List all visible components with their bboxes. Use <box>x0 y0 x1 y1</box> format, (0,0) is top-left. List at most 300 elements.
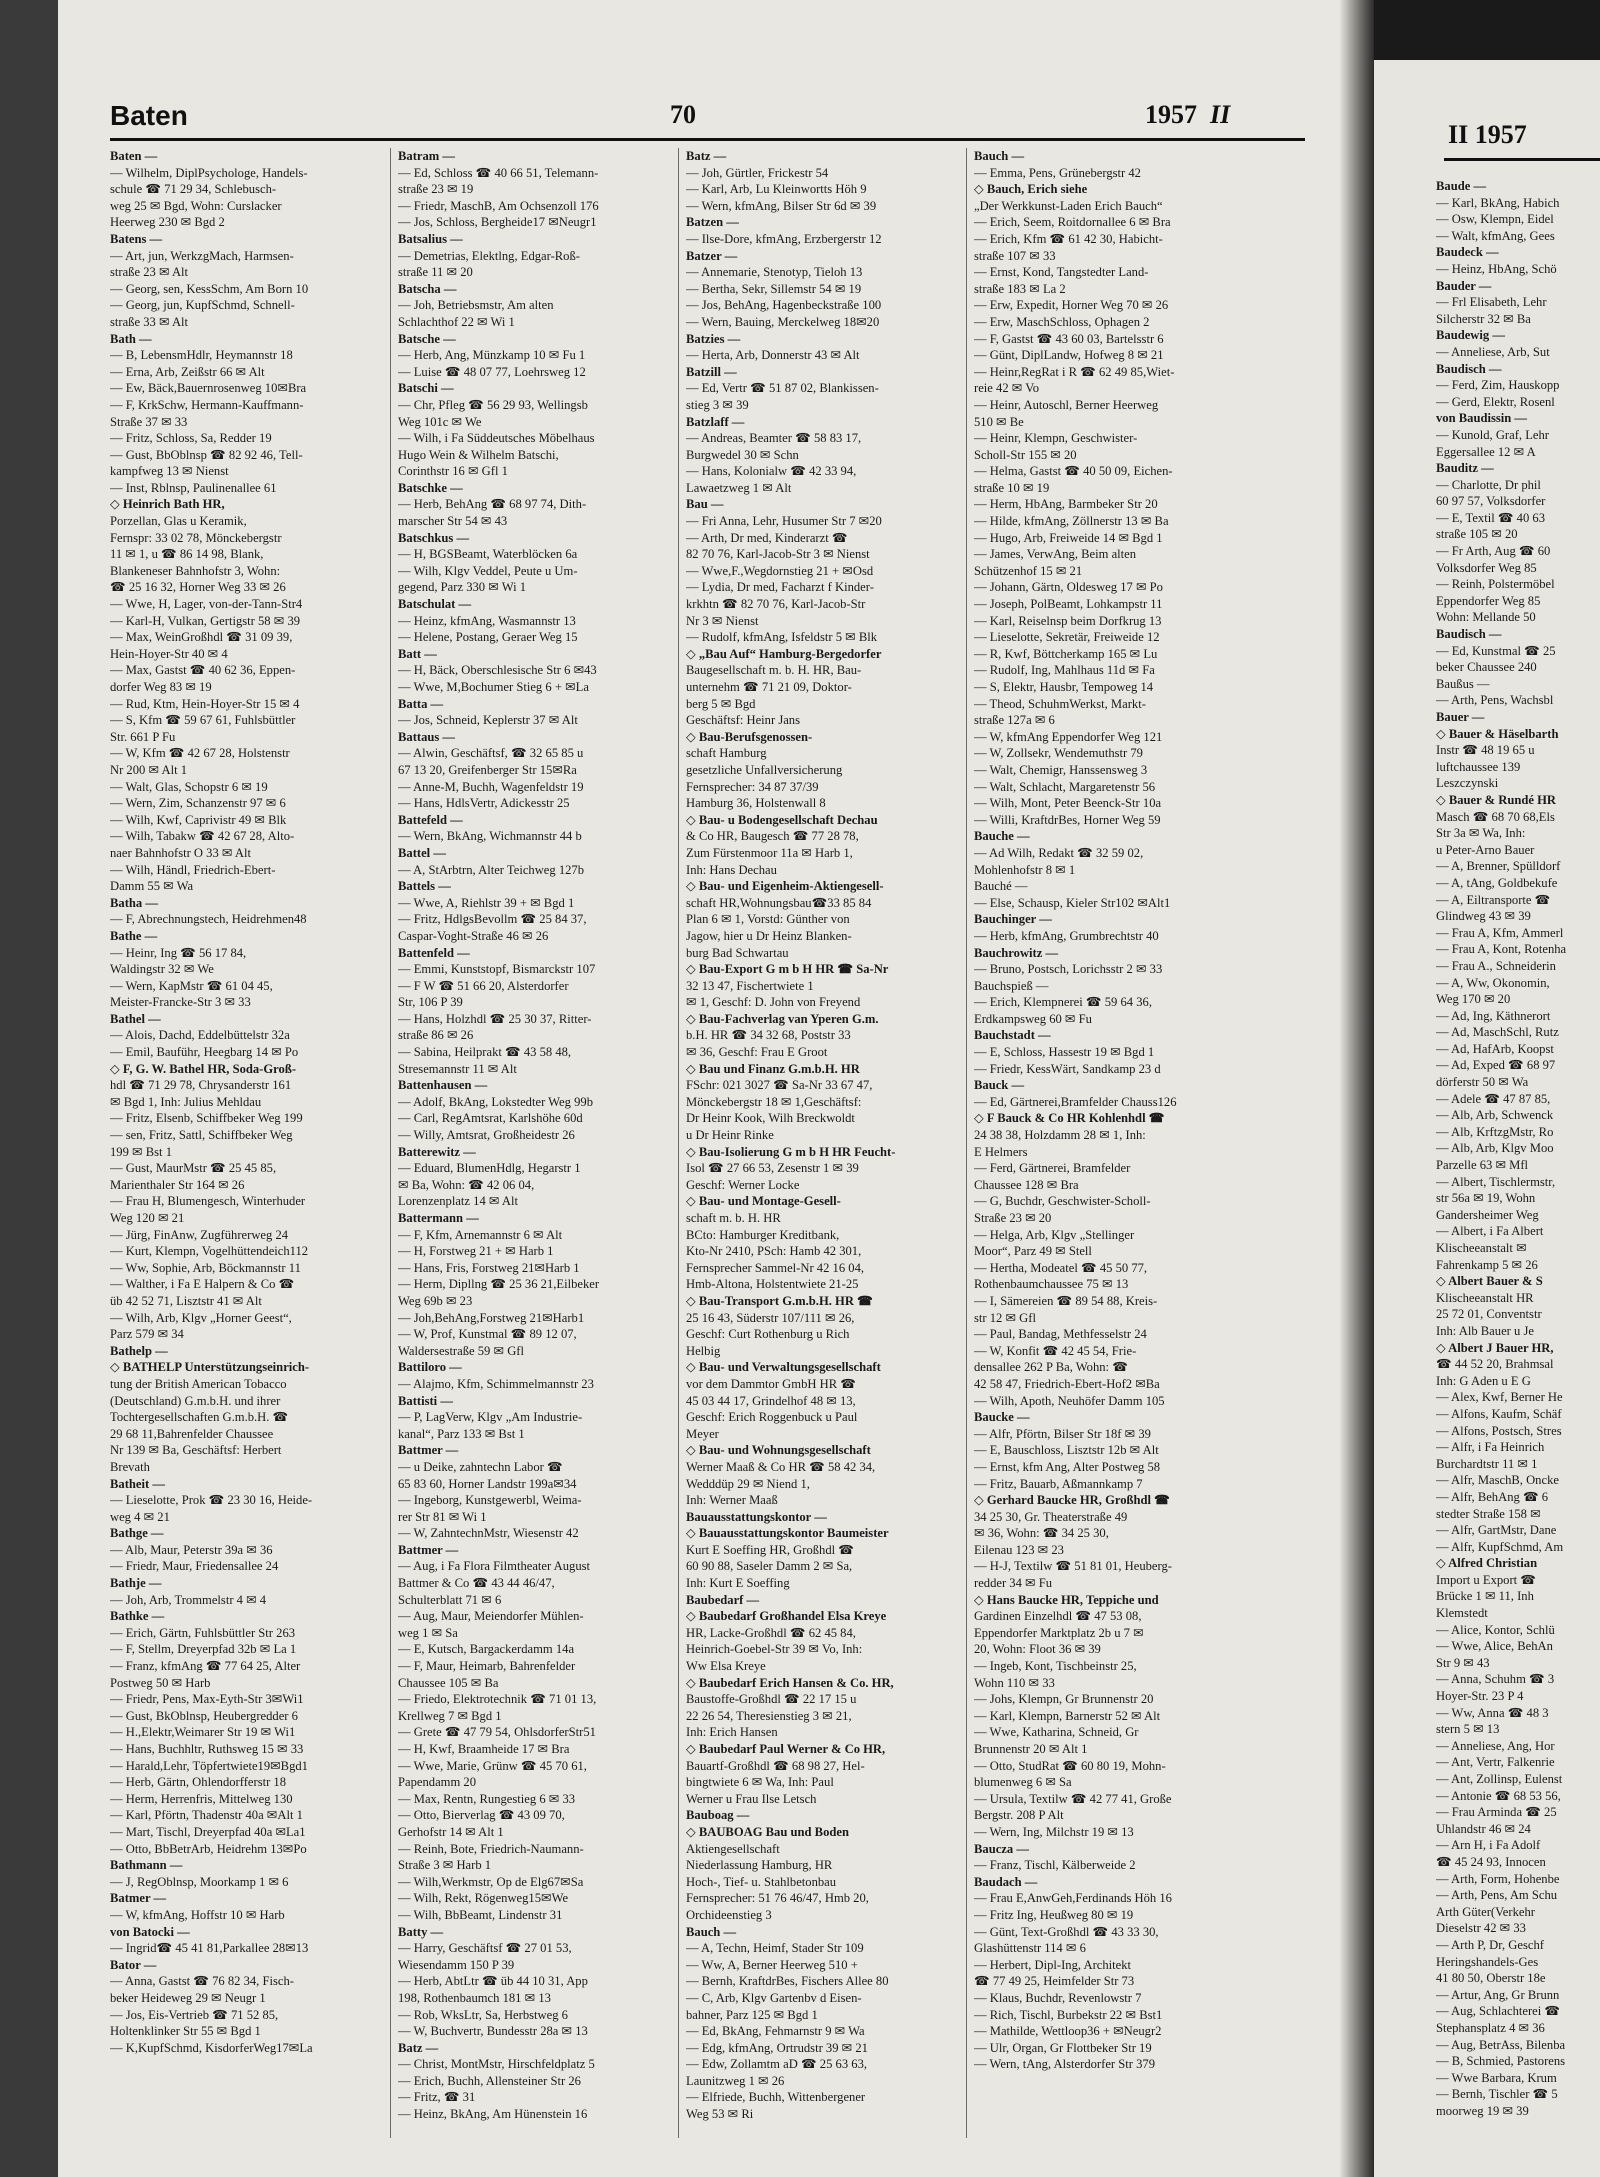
directory-entry-line: Klischeeanstalt ✉ <box>1436 1241 1527 1255</box>
directory-entry-line: Stresemannstr 11 ✉ Alt <box>398 1061 517 1076</box>
year: 1957 <box>1145 100 1197 129</box>
directory-entry-line: luftchaussee 139 <box>1436 759 1521 774</box>
directory-entry-line: vor dem Dammtor GmbH HR ☎ <box>686 1376 856 1391</box>
directory-entry-line: — Elfriede, Buchh, Wittenbergener <box>686 2090 866 2105</box>
directory-entry-line: Postweg 50 ✉ Harb <box>110 1675 211 1690</box>
directory-entry-line: Eilenau 123 ✉ 23 <box>974 1542 1064 1557</box>
directory-entry-line: Glashüttenstr 114 ✉ 6 <box>974 1941 1086 1956</box>
directory-entry-line: — Walt, Glas, Schopstr 6 ✉ 19 <box>110 779 268 794</box>
directory-entry-line: — Arth, Pens, Wachsbl <box>1436 693 1554 708</box>
directory-entry-line: — Gust, BkOblnsp, Heubergredder 6 <box>110 1708 298 1723</box>
directory-entry-line: — W, kfmAng Eppendorfer Weg 121 <box>974 729 1163 744</box>
directory-entry-line: — Frau A, Kfm, Ammerl <box>1436 925 1564 940</box>
directory-entry-line: ◇ Albert Bauer & S <box>1436 1274 1543 1289</box>
directory-entry-line: Glindweg 43 ✉ 39 <box>1436 909 1531 924</box>
directory-entry-line: — Emmi, Kunststopf, Bismarckstr 107 <box>398 962 596 977</box>
directory-entry-line: — Wwe, Marie, Grünw ☎ 45 70 61, <box>398 1758 587 1773</box>
directory-entry-line: — Alfr, BehAng ☎ 6 <box>1436 1489 1549 1504</box>
directory-entry-line: — Herb, Ang, Münzkamp 10 ✉ Fu 1 <box>398 348 586 363</box>
directory-entry-line: — Frau Arminda ☎ 25 <box>1436 1805 1557 1820</box>
directory-entry-line: — Walt, Chemigr, Hanssensweg 3 <box>974 762 1148 777</box>
directory-entry-line: — Ernst, kfm Ang, Alter Postweg 58 <box>974 1459 1161 1474</box>
directory-entry-line: — A, StArbtrn, Alter Teichweg 127b <box>398 862 585 877</box>
page-number: 70 <box>670 100 696 129</box>
directory-entry-line: — C, Arb, Klgv Gartenbv d Eisen- <box>686 1990 862 2005</box>
directory-entry-line: Battenhausen — <box>398 1078 488 1093</box>
directory-entry-line: — Helga, Arb, Klgv „Stellinger <box>974 1227 1135 1242</box>
directory-entry-line: Chaussee 128 ✉ Bra <box>974 1177 1079 1192</box>
directory-entry-line: — Frau A, Kont, Rotenha <box>1436 942 1567 957</box>
directory-entry-line: — W, Zollsekr, Wendemuthstr 79 <box>974 746 1143 761</box>
directory-entry-line: bingtwiete 6 ✉ Wa, Inh: Paul <box>686 1775 834 1790</box>
directory-entry-line: Inh: Kurt E Soeffing <box>686 1576 790 1591</box>
directory-entry-line: — Wilh,Werkmstr, Op de Elg67✉Sa <box>398 1874 584 1889</box>
directory-entry-line: burg Bad Schwartau <box>686 945 789 960</box>
directory-entry-line: — Willi, KraftdrBes, Horner Weg 59 <box>974 812 1161 827</box>
directory-entry-line: Nr 139 ✉ Ba, Geschäftsf: Herbert <box>110 1443 282 1458</box>
directory-entry-line: ✉ Ba, Wohn: ☎ 42 06 04, <box>398 1177 535 1192</box>
directory-entry-line: Eggersallee 12 ✉ A <box>1436 444 1536 459</box>
directory-entry-line: Batt — <box>398 646 437 661</box>
directory-entry-line: Dieselstr 42 ✉ 33 <box>1436 1921 1526 1936</box>
directory-entry-line: Werner Maaß & Co HR ☎ 58 42 34, <box>686 1459 876 1474</box>
directory-entry-line: ◇ BAUBOAG Bau und Boden <box>686 1824 849 1839</box>
directory-entry-line: weg 1 ✉ Sa <box>398 1625 458 1640</box>
directory-entry-line: Eppendorfer Marktplatz 2b u 7 ✉ <box>974 1625 1144 1640</box>
directory-entry-line: — A, tAng, Goldbekufe <box>1436 875 1558 890</box>
directory-entry-line: Fernsprecher Sammel-Nr 42 16 04, <box>686 1260 865 1275</box>
directory-entry-line: — Günt, Text-Großhdl ☎ 43 33 30, <box>974 1924 1159 1939</box>
directory-entry-line: Baustoffe-Großhdl ☎ 22 17 15 u <box>686 1692 857 1707</box>
directory-entry-line: — Wwe Barbara, Krum <box>1436 2070 1557 2085</box>
directory-entry-line: Mönckebergstr 18 ✉ 1,Geschäftsf: <box>686 1094 862 1109</box>
directory-entry-line: — Ed, Kunstmal ☎ 25 <box>1436 643 1556 658</box>
directory-entry-line: Battaus — <box>398 729 456 744</box>
directory-entry-line: — Hans, HdlsVertr, Adickesstr 25 <box>398 796 570 811</box>
column-divider <box>678 148 679 2138</box>
directory-entry-line: — Frl Elisabeth, Lehr <box>1436 295 1547 310</box>
directory-entry-line: — B, Schmied, Pastorens <box>1436 2054 1566 2069</box>
directory-entry-line: — Herb, kfmAng, Grumbrechtstr 40 <box>974 928 1159 943</box>
directory-entry-line: 34 25 30, Gr. Theaterstraße 49 <box>974 1509 1128 1524</box>
directory-entry-line: Mohlenhofstr 8 ✉ 1 <box>974 862 1076 877</box>
directory-entry-line: — A, Ww, Okonomin, <box>1436 975 1550 990</box>
directory-entry-line: — Herb, AbtLtr ☎ üb 44 10 31, App <box>398 1974 588 1989</box>
directory-entry-line: beker Chaussee 240 <box>1436 660 1537 675</box>
directory-entry-line: — Reinh, Bote, Friedrich-Naumann- <box>398 1841 584 1856</box>
directory-entry-line: — Frau A., Schneiderin <box>1436 958 1556 973</box>
directory-entry-line: — I, Sämereien ☎ 89 54 88, Kreis- <box>974 1293 1158 1308</box>
directory-entry-line: — Friedr, Pens, Max-Eyth-Str 3✉Wi1 <box>110 1692 304 1707</box>
directory-entry-line: — Helma, Gastst ☎ 40 50 09, Eichen- <box>974 464 1173 479</box>
directory-entry-line: — Kurt, Klempn, Vogelhüttendeich112 <box>110 1244 309 1259</box>
directory-entry-line: — Alois, Dachd, Eddelbüttelstr 32a <box>110 1028 290 1043</box>
directory-entry-line: — Bruno, Postsch, Lorichsstr 2 ✉ 33 <box>974 962 1163 977</box>
directory-entry-line: Parz 579 ✉ 34 <box>110 1327 184 1342</box>
directory-entry-line: — Hans, Holzhdl ☎ 25 30 37, Ritter- <box>398 1011 592 1026</box>
directory-entry-line: — Helene, Postang, Geraer Weg 15 <box>398 630 578 645</box>
directory-entry-line: Baucza — <box>974 1841 1029 1856</box>
directory-entry-line: ✉ 36, Wohn: ☎ 34 25 30, <box>974 1526 1109 1541</box>
directory-entry-line: beker Heideweg 29 ✉ Neugr 1 <box>110 1990 266 2005</box>
directory-entry-line: Batram — <box>398 149 456 163</box>
directory-entry-line: Hoch-, Tief- u. Stahlbetonbau <box>686 1874 837 1889</box>
directory-entry-line: Baußus — <box>1436 676 1490 691</box>
directory-entry-line: — Alb, Maur, Peterstr 39a ✉ 36 <box>110 1542 273 1557</box>
directory-entry-line: Heinrich-Goebel-Str 39 ✉ Vo, Inh: <box>686 1642 863 1657</box>
directory-entry-line: — Arth, Dr med, Kinderarzt ☎ <box>686 530 848 545</box>
directory-entry-line: Bathelp — <box>110 1343 168 1358</box>
directory-entry-line: Tochtergesellschaften G.m.b.H. ☎ <box>110 1410 289 1425</box>
directory-entry-line: 24 38 38, Holzdamm 28 ✉ 1, Inh: <box>974 1128 1146 1143</box>
directory-entry-line: stieg 3 ✉ 39 <box>686 397 749 412</box>
directory-entry-line: — Max, Rentn, Rungestieg 6 ✉ 33 <box>398 1791 576 1806</box>
directory-entry-line: — W, ZahntechnMstr, Wiesenstr 42 <box>398 1526 579 1541</box>
directory-entry-line: — K,KupfSchmd, KisdorferWeg17✉La <box>110 2040 313 2055</box>
directory-entry-line: — Ingeborg, Kunstgewerbl, Weima- <box>398 1493 582 1508</box>
directory-entry-line: ◇ BATHELP Unterstützungseinrich- <box>110 1360 310 1375</box>
directory-entry-line: ✉ Bgd 1, Inh: Julius Mehldau <box>110 1094 262 1109</box>
directory-entry-line: — W, kfmAng, Hoffstr 10 ✉ Harb <box>110 1907 285 1922</box>
directory-entry-line: Batzill — <box>686 364 737 379</box>
directory-entry-line: von Baudissin — <box>1436 411 1527 426</box>
directory-entry-line: Hoyer-Str. 23 P 4 <box>1436 1689 1524 1704</box>
directory-entry-line: — Wwe, Alice, BehAn <box>1436 1639 1553 1654</box>
directory-entry-line: 60 97 57, Volksdorfer <box>1436 494 1546 509</box>
directory-entry-line: — Ursula, Textilw ☎ 42 77 41, Große <box>974 1791 1172 1806</box>
directory-entry-line: Krellweg 7 ✉ Bgd 1 <box>398 1708 502 1723</box>
directory-entry-line: — Arth, Form, Hohenbe <box>1436 1871 1560 1886</box>
directory-entry-line: Str. 661 P Fu <box>110 729 176 744</box>
directory-entry-line: 199 ✉ Bst 1 <box>110 1144 172 1159</box>
directory-entry-line: ☎ 25 16 32, Horner Weg 33 ✉ 26 <box>110 580 286 595</box>
directory-entry-line: — Max, WeinGroßhdl ☎ 31 09 39, <box>110 630 293 645</box>
directory-entry-line: 60 90 88, Saseler Damm 2 ✉ Sa, <box>686 1559 853 1574</box>
directory-entry-line: — W, Prof, Kunstmal ☎ 89 12 07, <box>398 1327 577 1342</box>
directory-entry-line: — Alajmo, Kfm, Schimmelmannstr 23 <box>398 1376 594 1391</box>
directory-entry-line: — Günt, DiplLandw, Hofweg 8 ✉ 21 <box>974 348 1164 363</box>
directory-entry-line: ◇ Bau- und Eigenheim-Aktiengesell- <box>686 879 884 894</box>
directory-entry-line: — Erna, Arb, Zeißstr 66 ✉ Alt <box>110 364 265 379</box>
directory-entry-line: — Heinr, Autoschl, Berner Heerweg <box>974 397 1159 412</box>
directory-entry-line: Uhlandstr 46 ✉ 24 <box>1436 1821 1531 1836</box>
directory-entry-line: Zum Fürstenmoor 11a ✉ Harb 1, <box>686 845 853 860</box>
directory-entry-line: — F, Abrechnungstech, Heidrehmen48 <box>110 912 307 927</box>
directory-entry-line: Fernsprecher: 34 87 37/39 <box>686 779 819 794</box>
directory-entry-line: redder 34 ✉ Fu <box>974 1576 1053 1591</box>
facing-header-rule <box>1444 158 1600 161</box>
directory-entry-line: Burchardtstr 11 ✉ 1 <box>1436 1456 1538 1471</box>
directory-entry-line: Geschf: Erich Roggenbuck u Paul <box>686 1410 858 1425</box>
directory-entry-line: Schulterblatt 71 ✉ 6 <box>398 1592 502 1607</box>
directory-entry-line: blumenweg 6 ✉ Sa <box>974 1775 1072 1790</box>
directory-entry-line: — Anna, Schuhm ☎ 3 <box>1436 1672 1555 1687</box>
directory-entry-line: — Max, Gastst ☎ 40 62 36, Eppen- <box>110 663 296 678</box>
directory-entry-line: schule ☎ 71 29 34, Schlebusch- <box>110 182 277 197</box>
directory-entry-line: — Rud, Ktm, Hein-Hoyer-Str 15 ✉ 4 <box>110 696 300 711</box>
directory-entry-line: — Rich, Tischl, Burbekstr 22 ✉ Bst1 <box>974 2007 1163 2022</box>
directory-entry-line: — Mart, Tischl, Dreyerpfad 40a ✉La1 <box>110 1824 306 1839</box>
directory-entry-line: — Mathilde, Wettloop36 + ✉Neugr2 <box>974 2024 1162 2039</box>
directory-entry-line: — Christ, MontMstr, Hirschfeldplatz 5 <box>398 2057 595 2072</box>
directory-entry-line: Battermann — <box>398 1211 479 1225</box>
directory-entry-line: 41 80 50, Oberstr 18e <box>1436 1971 1546 1986</box>
directory-entry-line: ◇ Bau-Isolierung G m b H HR Feucht- <box>686 1144 896 1159</box>
directory-entry-line: Batzlaff — <box>686 414 745 429</box>
directory-entry-line: ◇ F Bauck & Co HR Kohlenhdl ☎ <box>974 1111 1165 1126</box>
directory-entry-line: — Wern, Zim, Schanzenstr 97 ✉ 6 <box>110 796 286 811</box>
directory-entry-line: Gardinen Einzelhdl ☎ 47 53 08, <box>974 1609 1142 1624</box>
directory-entry-line: — Emma, Pens, Grünebergstr 42 <box>974 165 1141 180</box>
directory-entry-line: — G, Buchdr, Geschwister-Scholl- <box>974 1194 1151 1209</box>
directory-entry-line: — Sabina, Heilprakt ☎ 43 58 48, <box>398 1045 572 1060</box>
directory-entry-line: — Alb, Arb, Klgv Moo <box>1436 1141 1554 1156</box>
directory-entry-line: ◇ Albert J Bauer HR, <box>1436 1340 1554 1355</box>
directory-entry-line: — Albert, Tischlermstr, <box>1436 1174 1556 1189</box>
directory-entry-line: Battels — <box>398 879 451 894</box>
directory-entry-line: Wohn: Mellande 50 <box>1436 610 1536 625</box>
directory-entry-line: — Wern, kfmAng, Bilser Str 6d ✉ 39 <box>686 198 877 213</box>
directory-entry-line: Batterewitz — <box>398 1144 476 1159</box>
directory-entry-line: Inh: G Aden u E G <box>1436 1373 1531 1388</box>
directory-entry-line: — Edw, Zollamtm aD ☎ 25 63 63, <box>686 2057 868 2072</box>
directory-entry-line: ◇ Bau-Export G m b H HR ☎ Sa-Nr <box>686 962 889 977</box>
directory-entry-line: — Friedo, Elektrotechnik ☎ 71 01 13, <box>398 1692 597 1707</box>
directory-entry-line: — H-J, Textilw ☎ 51 81 01, Heuberg- <box>974 1559 1172 1574</box>
directory-entry-line: — A, Eiltransporte ☎ <box>1436 892 1551 907</box>
directory-entry-line: — Wilh, i Fa Süddeutsches Möbelhaus <box>398 431 595 446</box>
directory-entry-line: — H, BGSBeamt, Waterblöcken 6a <box>398 547 578 562</box>
directory-entry-line: Launitzweg 1 ✉ 26 <box>686 2073 785 2088</box>
directory-entry-line: — Heinz, kfmAng, Wasmannstr 13 <box>398 613 576 628</box>
directory-entry-line: — Arth, Pens, Am Schu <box>1436 1888 1558 1903</box>
directory-entry-line: — Anneliese, Arb, Sut <box>1436 344 1550 359</box>
directory-entry-line: Batheit — <box>110 1476 165 1491</box>
directory-entry-line: krkhtn ☎ 82 70 76, Karl-Jacob-Str <box>686 597 866 612</box>
directory-entry-line: Baugesellschaft m. b. H. HR, Bau- <box>686 663 862 678</box>
directory-entry-line: Chaussee 105 ✉ Ba <box>398 1675 499 1690</box>
directory-entry-line: BCto: Hamburger Kreditbank, <box>686 1227 840 1242</box>
directory-entry-line: — u Deike, zahntechn Labor ☎ <box>398 1459 563 1474</box>
directory-entry-line: — Emil, Bauführ, Heegbarg 14 ✉ Po <box>110 1045 299 1060</box>
directory-entry-line: gegend, Parz 330 ✉ Wi 1 <box>398 580 527 595</box>
directory-entry-line: — Heinz, HbAng, Schö <box>1436 261 1557 276</box>
directory-entry-line: Gerhofstr 14 ✉ Alt 1 <box>398 1824 504 1839</box>
directory-entry-line: — F W ☎ 51 66 20, Alsterdorfer <box>398 978 569 993</box>
directory-entry-line: — Georg, jun, KupfSchmd, Schnell- <box>110 298 295 313</box>
directory-entry-line: — S, Elektr, Hausbr, Tempoweg 14 <box>974 680 1154 694</box>
directory-entry-line: Inh: Alb Bauer u Je <box>1436 1323 1534 1338</box>
directory-entry-line: Import u Export ☎ <box>1436 1572 1536 1587</box>
volume: II <box>1210 100 1231 129</box>
directory-entry-line: — E, Schloss, Hassestr 19 ✉ Bgd 1 <box>974 1045 1155 1060</box>
directory-entry-line: — Wilhelm, DiplPsychologe, Handels- <box>110 165 308 180</box>
scan-left-edge <box>0 0 58 2177</box>
directory-entry-line: — Franz, kfmAng ☎ 77 64 25, Alter <box>110 1659 301 1674</box>
directory-entry-line: — Aug, BetrAss, Bilenba <box>1436 2037 1566 2052</box>
directory-entry-line: — Erich, Gärtn, Fuhlsbüttler Str 263 <box>110 1625 296 1640</box>
directory-entry-line: Stephansplatz 4 ✉ 36 <box>1436 2020 1545 2035</box>
directory-entry-line: — Karl, BkAng, Habich <box>1436 195 1560 210</box>
directory-entry-line: — Alfons, Postsch, Stres <box>1436 1423 1562 1438</box>
directory-entry-line: Baudach — <box>974 1874 1038 1889</box>
directory-entry-line: — F, Gastst ☎ 43 60 03, Bartelsstr 6 <box>974 331 1164 346</box>
directory-entry-line: E Helmers <box>974 1144 1028 1159</box>
directory-entry-line: weg 4 ✉ 21 <box>110 1509 170 1524</box>
directory-entry-line: — Artur, Ang, Gr Brunn <box>1436 1987 1560 2002</box>
directory-entry-line: — Wilh, Rekt, Rögenweg15✉We <box>398 1891 569 1906</box>
directory-entry-line: — Ant, Vertr, Falkenrie <box>1436 1755 1555 1770</box>
directory-entry-line: naer Bahnhofstr O 33 ✉ Alt <box>110 845 252 860</box>
directory-entry-line: — sen, Fritz, Sattl, Schiffbeker Weg <box>110 1128 293 1143</box>
directory-entry-line: Weg 69b ✉ 23 <box>398 1293 473 1308</box>
directory-entry-line: von Batocki — <box>110 1924 190 1939</box>
directory-entry-line: — Bernh, KraftdrBes, Fischers Allee 80 <box>686 1974 889 1989</box>
directory-entry-line: — Adele ☎ 47 87 85, <box>1436 1091 1551 1106</box>
directory-entry-line: Battmer — <box>398 1542 459 1557</box>
directory-entry-line: Eppendorfer Weg 85 <box>1436 593 1541 608</box>
directory-entry-line: — Heinr, Ing ☎ 56 17 84, <box>110 945 247 960</box>
directory-entry-line: — Wern, Bauing, Merckelweg 18✉20 <box>686 314 880 329</box>
directory-entry-line: — Wwe, Katharina, Schneid, Gr <box>974 1725 1139 1740</box>
directory-entry-line: Schützenhof 15 ✉ 21 <box>974 563 1083 578</box>
directory-entry-line: dörferstr 50 ✉ Wa <box>1436 1075 1529 1090</box>
directory-entry-line: Klemstedt <box>1436 1606 1488 1621</box>
directory-entry-line: ◇ Gerhard Baucke HR, Großhdl ☎ <box>974 1493 1170 1508</box>
directory-entry-line: Kto-Nr 2410, PSch: Hamb 42 301, <box>686 1244 862 1259</box>
directory-entry-line: — Joh, Arb, Trommelstr 4 ✉ 4 <box>110 1592 267 1607</box>
directory-entry-line: — Walt, Schlacht, Margaretenstr 56 <box>974 779 1156 794</box>
directory-entry-line: — Karl, Pförtn, Thadenstr 40a ✉Alt 1 <box>110 1808 303 1823</box>
directory-entry-line: Baudisch — <box>1436 627 1502 642</box>
directory-entry-line: — Bertha, Sekr, Sillemstr 54 ✉ 19 <box>686 281 862 296</box>
directory-entry-line: — Chr, Pfleg ☎ 56 29 93, Wellingsb <box>398 397 588 412</box>
directory-entry-line: Batzer — <box>686 248 738 263</box>
directory-entry-line: Batscha — <box>398 281 457 296</box>
directory-entry-line: Leszczynski <box>1436 776 1499 791</box>
directory-entry-line: 67 13 20, Greifenberger Str 15✉Ra <box>398 762 577 777</box>
directory-entry-line: — Fritz, ☎ 31 <box>398 2090 476 2105</box>
directory-entry-line: Baudeck — <box>1436 245 1499 260</box>
directory-entry-line: Aktiengesellschaft <box>686 1841 780 1856</box>
directory-entry-line: Werner u Frau Ilse Letsch <box>686 1791 817 1806</box>
directory-entry-line: — Wern, KapMstr ☎ 61 04 45, <box>110 978 273 993</box>
directory-entry-line: — Wern, BkAng, Wichmannstr 44 b <box>398 829 582 844</box>
directory-entry-line: Bathje — <box>110 1576 162 1591</box>
directory-entry-line: Battisti — <box>398 1393 453 1408</box>
directory-entry-line: Plan 6 ✉ 1, Vorstd: Günther von <box>686 912 850 927</box>
directory-entry-line: — Ad, Exped ☎ 68 97 <box>1436 1058 1556 1073</box>
directory-entry-line: straße 33 ✉ Alt <box>110 314 189 329</box>
directory-entry-line: weg 25 ✉ Bgd, Wohn: Curslacker <box>110 198 282 213</box>
directory-entry-line: kanal“, Parz 133 ✉ Bst 1 <box>398 1426 525 1441</box>
directory-entry-line: — Alfr, GartMstr, Dane <box>1436 1523 1557 1538</box>
directory-entry-line: — Ad, HafArb, Koopst <box>1436 1041 1554 1056</box>
directory-entry-line: ◇ Baubedarf Großhandel Elsa Kreye <box>686 1609 887 1624</box>
directory-entry-line: Papendamm 20 <box>398 1775 476 1790</box>
directory-entry-line: Hein-Hoyer-Str 40 ✉ 4 <box>110 646 228 661</box>
directory-entry-line: Fahrenkamp 5 ✉ 26 <box>1436 1257 1538 1272</box>
directory-entry-line: unternehm ☎ 71 21 09, Doktor- <box>686 680 852 694</box>
directory-entry-line: — Wilh, Klgv Veddel, Peute u Um- <box>398 563 578 578</box>
directory-entry-line: Bauer — <box>1436 710 1485 724</box>
directory-entry-line: — Andreas, Beamter ☎ 58 83 17, <box>686 431 862 446</box>
directory-entry-line: — Erich, Klempnerei ☎ 59 64 36, <box>974 995 1152 1010</box>
directory-entry-line: Isol ☎ 27 66 53, Zesenstr 1 ✉ 39 <box>686 1161 859 1176</box>
directory-entry-line: Nr 200 ✉ Alt 1 <box>110 762 188 777</box>
directory-entry-line: — Theod, SchuhmWerkst, Markt- <box>974 696 1146 711</box>
directory-entry-line: — Arn H, i Fa Adolf <box>1436 1838 1541 1853</box>
directory-entry-line: Bathe — <box>110 928 158 943</box>
directory-entry-line: Inh: Erich Hansen <box>686 1725 778 1740</box>
directory-entry-line: Baubedarf — <box>686 1592 760 1607</box>
directory-entry-line: Bauchinger — <box>974 912 1052 927</box>
directory-entry-line: ◇ Bau-Fachverlag van Yperen G.m. <box>686 1011 879 1026</box>
directory-entry-line: — Wwe, A, Riehlstr 39 + ✉ Bgd 1 <box>398 895 575 910</box>
directory-entry-line: — Ed, Vertr ☎ 51 87 02, Blankissen- <box>686 381 879 396</box>
directory-entry-line: — James, VerwAng, Beim alten <box>974 547 1137 562</box>
directory-entry-line: Lorenzenplatz 14 ✉ Alt <box>398 1194 519 1209</box>
directory-entry-line: ◇ Bau- und Montage-Gesell- <box>686 1194 841 1209</box>
directory-entry-line: — J, RegOblnsp, Moorkamp 1 ✉ 6 <box>110 1874 289 1889</box>
directory-entry-line: Batz — <box>686 149 727 163</box>
directory-entry-line: — Kunold, Graf, Lehr <box>1436 427 1549 442</box>
directory-entry-line: Volksdorfer Weg 85 <box>1436 560 1537 575</box>
directory-entry-line: ◇ Bauer & Rundé HR <box>1436 792 1557 807</box>
directory-entry-line: Niederlassung Hamburg, HR <box>686 1858 833 1873</box>
directory-entry-line: — Luise ☎ 48 07 77, Loehrsweg 12 <box>398 364 586 379</box>
directory-entry-line: & Co HR, Baugesch ☎ 77 28 78, <box>686 829 859 844</box>
directory-entry-line: — F, KrkSchw, Hermann-Kauffmann- <box>110 397 304 412</box>
directory-entry-line: — Klaus, Buchdr, Revenlowstr 7 <box>974 1990 1142 2005</box>
directory-entry-line: marscher Str 54 ✉ 43 <box>398 514 508 529</box>
directory-entry-line: Bauditz — <box>1436 461 1494 476</box>
directory-entry-line: — H, Forstweg 21 + ✉ Harb 1 <box>398 1244 554 1259</box>
directory-entry-line: — W, Kfm ☎ 42 67 28, Holstenstr <box>110 746 290 761</box>
directory-entry-line: — Ferd, Zim, Hauskopp <box>1436 378 1560 393</box>
directory-entry-line: — Walther, i Fa E Halpern & Co ☎ <box>110 1277 295 1292</box>
directory-entry-line: — Art, jun, WerkzgMach, Harmsen- <box>110 248 294 263</box>
directory-entry-line: Batta — <box>398 696 444 711</box>
directory-entry-line: — Herbert, Dipl-Ing, Architekt <box>974 1957 1132 1972</box>
directory-entry-line: Helbig <box>686 1343 721 1358</box>
directory-entry-line: — Gerd, Elektr, Rosenl <box>1436 394 1555 409</box>
book-gutter <box>1340 0 1374 2177</box>
directory-entry-line: reie 42 ✉ Vo <box>974 381 1040 396</box>
directory-entry-line: — Georg, sen, KessSchm, Am Born 10 <box>110 281 309 296</box>
directory-entry-line: — Herb, BehAng ☎ 68 97 74, Dith- <box>398 497 587 512</box>
directory-entry-line: Erdkampsweg 60 ✉ Fu <box>974 1011 1092 1026</box>
directory-entry-line: Baten — <box>110 149 158 163</box>
directory-entry-line: Bauchspieß — <box>974 978 1049 993</box>
directory-entry-line: — R, Kwf, Böttcherkamp 165 ✉ Lu <box>974 646 1158 661</box>
directory-entry-line: — Joh,BehAng,Forstweg 21✉Harb1 <box>398 1310 585 1325</box>
directory-entry-line: 25 72 01, Conventstr <box>1436 1307 1542 1322</box>
directory-entry-line: Baude — <box>1436 179 1487 193</box>
directory-entry-line: Bathel — <box>110 1011 161 1026</box>
directory-entry-line: — Wwe, H, Lager, von-der-Tann-Str4 <box>110 597 303 612</box>
directory-entry-line: — Wwe,F.,Wegdornstieg 21 + ✉Osd <box>686 563 874 578</box>
directory-entry-line: Fernspr: 33 02 78, Mönckebergstr <box>110 530 282 545</box>
directory-entry-line: ◇ Bau und Finanz G.m.b.H. HR <box>686 1061 860 1076</box>
directory-entry-line: — Wilh, Tabakw ☎ 42 67 28, Alto- <box>110 829 295 844</box>
directory-entry-line: ◇ Alfred Christian <box>1436 1556 1538 1571</box>
directory-entry-line: — Ingrid☎ 45 41 81,Parkallee 28✉13 <box>110 1941 309 1956</box>
directory-entry-line: berg 5 ✉ Bgd <box>686 696 756 711</box>
directory-entry-line: — E, Kutsch, Bargackerdamm 14a <box>398 1642 575 1657</box>
directory-entry-line: straße 105 ✉ 20 <box>1436 527 1518 542</box>
directory-entry-line: — Aug, i Fa Flora Filmtheater August <box>398 1559 591 1574</box>
